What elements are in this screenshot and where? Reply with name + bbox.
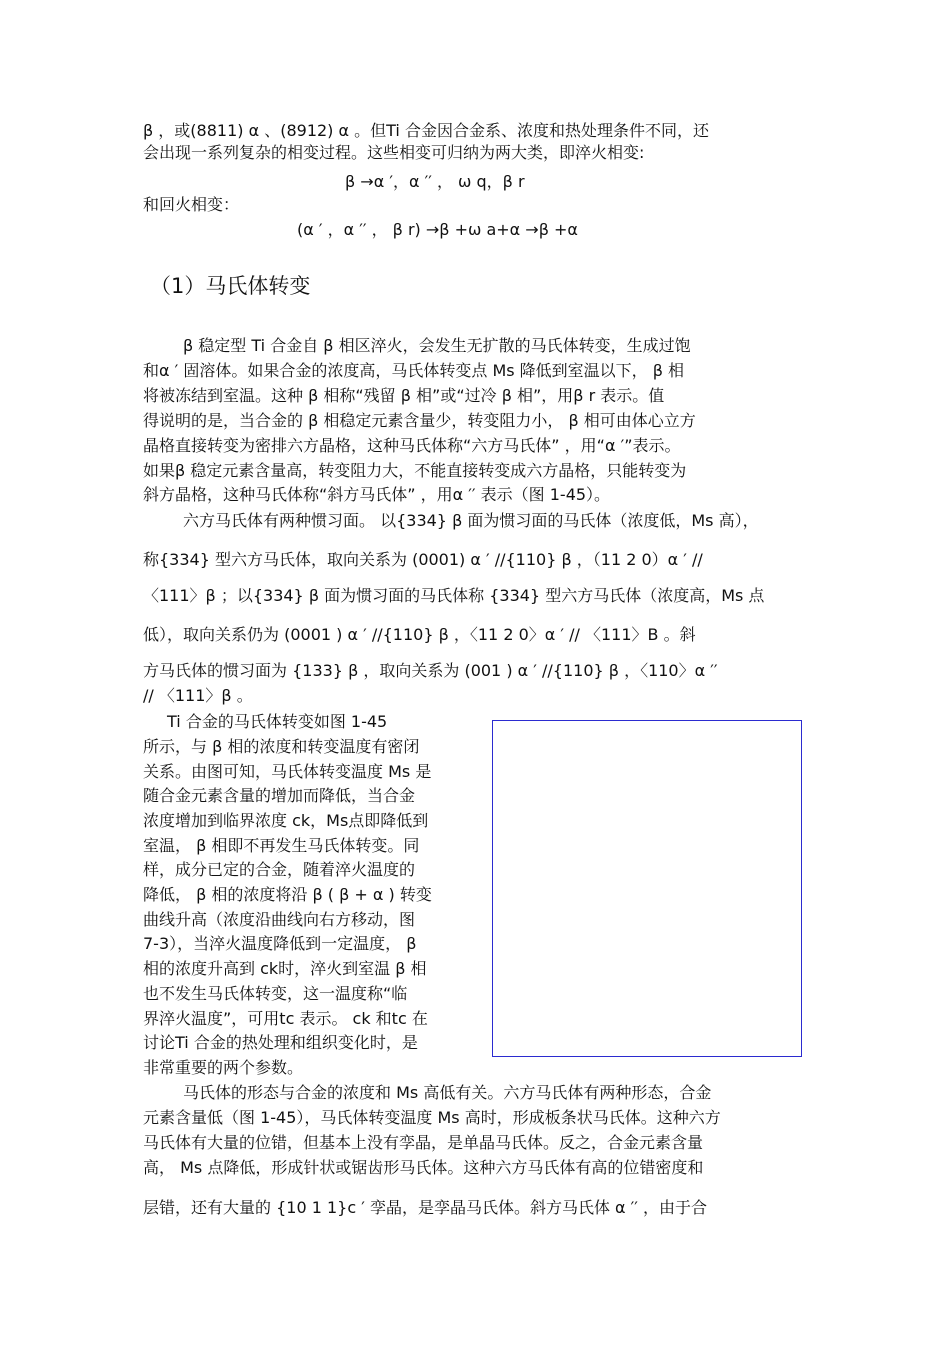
- temper-transformation-formula: (α ′ ，α ′′ ， β r) →β +ω a+α →β +α: [297, 220, 578, 239]
- para3-line: Ti 合金的马氏体转变如图 1-45: [167, 712, 388, 731]
- para4-line: 层错，还有大量的 {10 1 1}c ′ 孪晶，是孪晶马氏体。斜方马氏体 α ′′ ，由于合: [143, 1198, 708, 1217]
- para2-line: // 〈111〉β 。: [143, 686, 253, 705]
- para3-line: 关系。由图可知，马氏体转变温度 Ms 是: [143, 762, 432, 781]
- para2-line: 〈111〉β ；以{334} β 面为惯习面的马氏体称 {334} 型六方马氏体（浓度高，Ms 点: [143, 586, 765, 605]
- para1-line: 将被冻结到室温。这种 β 相称“残留 β 相”或“过冷 β 相”，用β r 表示。值: [143, 386, 665, 405]
- para3-line: 界淬火温度”，可用tc 表示。 ck 和tc 在: [143, 1009, 428, 1028]
- intro-line-2: 会出现一系列复杂的相变过程。这些相变可归纳为两大类，即淬火相变:: [143, 143, 645, 162]
- para3-line: 降低， β 相的浓度将沿 β ( β + α ) 转变: [143, 885, 432, 904]
- para3-line: 也不发生马氏体转变，这一温度称“临: [143, 984, 408, 1003]
- para2-line: 低），取向关系仍为 (0001 ) α ′ //{110} β ，〈11 2 0〉α ′ // 〈111〉B 。斜: [143, 625, 696, 644]
- section-heading: （1）马氏体转变: [150, 274, 311, 298]
- para1-line: 和α ′ 固溶体。如果合金的浓度高，马氏体转变点 Ms 降低到室温以下， β 相: [143, 361, 685, 380]
- figure-placeholder: [492, 720, 802, 1057]
- para1-line: 如果β 稳定元素含量高，转变阻力大，不能直接转变成六方晶格，只能转变为: [143, 461, 687, 480]
- para1-line: 得说明的是，当合金的 β 相稳定元素含量少，转变阻力小， β 相可由体心立方: [143, 411, 696, 430]
- para2-line: 称{334} 型六方马氏体，取向关系为 (0001) α ′ //{110} β ，（11 2 0）α ′ //: [143, 550, 703, 569]
- para3-line: 7-3），当淬火温度降低到一定温度， β: [143, 934, 417, 953]
- para4-line: 马氏体的形态与合金的浓度和 Ms 高低有关。六方马氏体有两种形态，合金: [183, 1083, 712, 1102]
- para3-line: 曲线升高（浓度沿曲线向右方移动，图: [143, 910, 416, 929]
- para3-line: 讨论Ti 合金的热处理和组织变化时，是: [143, 1033, 418, 1052]
- para1-line: β 稳定型 Ti 合金自 β 相区淬火，会发生无扩散的马氏体转变，生成过饱: [183, 336, 691, 355]
- para2-line: 方马氏体的惯习面为 {133} β ，取向关系为 (001 ) α ′ //{110} β ，〈110〉α ′′: [143, 661, 718, 680]
- para3-line: 室温， β 相即不再发生马氏体转变。同: [143, 836, 420, 855]
- para4-line: 高， Ms 点降低，形成针状或锯齿形马氏体。这种六方马氏体有高的位错密度和: [143, 1158, 704, 1177]
- para2-line: 六方马氏体有两种惯习面。 以{334} β 面为惯习面的马氏体（浓度低，Ms 高），: [183, 511, 759, 530]
- para1-line: 晶格直接转变为密排六方晶格，这种马氏体称“六方马氏体” ，用“α ′”表示。: [143, 436, 681, 455]
- para3-line: 所示，与 β 相的浓度和转变温度有密闭: [143, 737, 420, 756]
- quench-transformation-formula: β →α ′，α ′′ ， ω q，β r: [345, 172, 525, 191]
- para3-line: 样，成分已定的合金，随着淬火温度的: [143, 860, 416, 879]
- para3-line: 浓度增加到临界浓度 ck，Ms点即降低到: [143, 811, 429, 830]
- para3-line: 随合金元素含量的增加而降低，当合金: [143, 786, 416, 805]
- para3-line: 非常重要的两个参数。: [143, 1058, 304, 1077]
- para1-line: 斜方晶格，这种马氏体称“斜方马氏体” ，用α ′′ 表示（图 1-45）。: [143, 485, 611, 504]
- para3-line: 相的浓度升高到 ck时，淬火到室温 β 相: [143, 959, 427, 978]
- intro-line-1: β ，或(8811) α 、(8912) α 。但Ti 合金因合金系、浓度和热处理条件不同，还: [143, 121, 709, 140]
- para4-line: 马氏体有大量的位错，但基本上没有孪晶，是单晶马氏体。反之，合金元素含量: [143, 1133, 704, 1152]
- para4-line: 元素含量低（图 1-45），马氏体转变温度 Ms 高时，形成板条状马氏体。这种六方: [143, 1108, 721, 1127]
- intro-line-3: 和回火相变：: [143, 195, 240, 214]
